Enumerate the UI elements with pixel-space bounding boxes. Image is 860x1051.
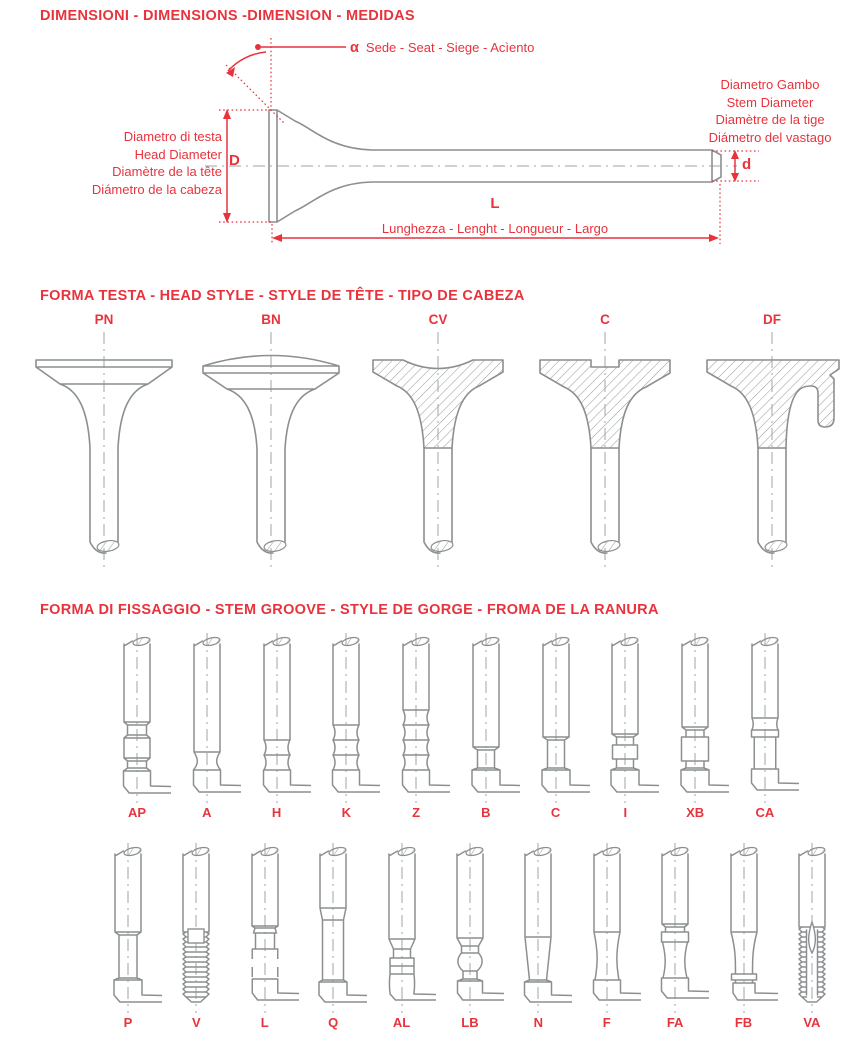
- section-title-dimensions: DIMENSIONI - DIMENSIONS -DIMENSION - MEDIDAS: [40, 8, 415, 24]
- stem-groove-label: FB: [734, 1015, 753, 1030]
- head-style-drawing-bn: [191, 330, 351, 570]
- seat-angle-text: Sede - Seat - Siege - Acìento: [365, 40, 535, 55]
- stem-groove-label: K: [341, 805, 351, 820]
- extension-lines: [219, 38, 759, 244]
- stem-groove-label: B: [481, 805, 491, 820]
- head-diameter-line-fr: Diamètre de la tête: [112, 164, 222, 179]
- stem-groove-label: V: [192, 1015, 201, 1030]
- stem-groove-item-v: [162, 842, 230, 1030]
- stem-groove-drawing-n: [504, 842, 572, 1014]
- stem-groove-item-i: [591, 632, 659, 820]
- stem-groove-item-z: [382, 632, 450, 820]
- stem-diameter-line-fr: Diamètre de la tige: [715, 112, 825, 127]
- stem-groove-item-lb: [436, 842, 504, 1030]
- stem-groove-item-a: [173, 632, 241, 820]
- stem-groove-item-ap: [103, 632, 171, 820]
- alpha-symbol: α: [350, 40, 359, 56]
- stem-groove-item-f: [573, 842, 641, 1030]
- head-style-item-cv: [358, 312, 518, 570]
- stem-groove-label: N: [533, 1015, 544, 1030]
- valve-dimension-figure: [0, 35, 860, 285]
- head-style-item-bn: [191, 312, 351, 570]
- stem-groove-label: XB: [686, 805, 705, 820]
- stem-diameter-label: [684, 76, 856, 146]
- stem-groove-label: C: [550, 805, 561, 820]
- seat-angle-label: [350, 39, 534, 57]
- stem-groove-item-l: [231, 842, 299, 1030]
- section-title-head-styles: FORMA TESTA - HEAD STYLE - STYLE DE TÊTE - TIPO DE CABEZA: [40, 288, 525, 304]
- stem-groove-item-xb: [661, 632, 729, 820]
- stem-groove-label: Z: [412, 805, 421, 820]
- stem-groove-item-c: [522, 632, 590, 820]
- head-styles-grid: [24, 312, 852, 570]
- stem-groove-label: AP: [127, 805, 147, 820]
- head-style-label: C: [600, 312, 610, 327]
- head-diameter-line-es: Diámetro de la cabeza: [91, 181, 222, 197]
- stem-groove-item-n: [504, 842, 572, 1030]
- head-style-item-pn: [24, 312, 184, 570]
- head-style-label: PN: [94, 312, 114, 327]
- stem-groove-label: L: [260, 1015, 269, 1030]
- angle-dot: [255, 44, 261, 50]
- length-label: Lunghezza - Lenght - Longueur - Largo: [381, 221, 609, 236]
- stem-groove-drawing-k: [312, 632, 380, 804]
- head-style-label: CV: [428, 312, 448, 327]
- stem-groove-label: FA: [666, 1015, 684, 1030]
- stem-groove-item-b: [452, 632, 520, 820]
- stem-groove-drawing-al: [368, 842, 436, 1014]
- stem-groove-drawing-a: [173, 632, 241, 804]
- stem-diameter-line-es: Diámetro del vastago: [708, 129, 832, 145]
- stem-groove-drawing-i: [591, 632, 659, 804]
- stem-groove-drawing-va: [778, 842, 846, 1014]
- stem-groove-drawing-ap: [103, 632, 171, 804]
- stem-diameter-line-en: Stem Diameter: [726, 94, 814, 110]
- stem-groove-label: LB: [461, 1015, 479, 1030]
- stem-groove-item-k: [312, 632, 380, 820]
- head-diameter-line-it: Diametro di testa: [123, 129, 222, 144]
- dim-letter-L: L: [490, 195, 500, 212]
- head-style-item-c: [525, 312, 685, 570]
- head-style-drawing-c: [525, 330, 685, 570]
- stem-groove-row-2: [94, 842, 846, 1030]
- stem-groove-drawing-z: [382, 632, 450, 804]
- head-style-drawing-pn: [24, 330, 184, 570]
- stem-groove-drawing-q: [299, 842, 367, 1014]
- stem-groove-label: CA: [755, 805, 775, 820]
- stem-groove-label: A: [202, 805, 212, 820]
- stem-diameter-line-it: Diametro Gambo: [720, 77, 820, 92]
- head-diameter-label: [40, 128, 222, 198]
- stem-groove-item-h: [243, 632, 311, 820]
- stem-groove-item-fa: [641, 842, 709, 1030]
- stem-groove-item-p: [94, 842, 162, 1030]
- stem-groove-label: I: [623, 805, 628, 820]
- stem-groove-drawing-fb: [710, 842, 778, 1014]
- stem-groove-drawing-f: [573, 842, 641, 1014]
- head-style-drawing-cv: [358, 330, 518, 570]
- stem-groove-row-1: [103, 632, 799, 820]
- stem-groove-drawing-h: [243, 632, 311, 804]
- head-style-drawing-df: [692, 330, 852, 570]
- stem-groove-drawing-b: [452, 632, 520, 804]
- stem-groove-item-ca: [731, 632, 799, 820]
- stem-groove-item-va: [778, 842, 846, 1030]
- stem-groove-label: VA: [803, 1015, 821, 1030]
- dim-letter-D: D: [229, 152, 240, 169]
- stem-groove-label: Q: [328, 1015, 339, 1030]
- stem-groove-item-fb: [710, 842, 778, 1030]
- section-title-stem-grooves: FORMA DI FISSAGGIO - STEM GROOVE - STYLE DE GORGE - FROMA DE LA RANURA: [40, 602, 659, 618]
- stem-groove-drawing-v: [162, 842, 230, 1014]
- stem-groove-drawing-l: [231, 842, 299, 1014]
- stem-groove-drawing-p: [94, 842, 162, 1014]
- head-style-item-df: [692, 312, 852, 570]
- head-style-label: BN: [261, 312, 281, 327]
- stem-groove-label: H: [271, 805, 282, 820]
- head-diameter-line-en: Head Diameter: [134, 146, 222, 162]
- stem-groove-label: AL: [392, 1015, 411, 1030]
- dim-letter-d: d: [742, 156, 752, 173]
- stem-groove-drawing-c: [522, 632, 590, 804]
- stem-groove-drawing-fa: [641, 842, 709, 1014]
- stem-groove-drawing-lb: [436, 842, 504, 1014]
- head-style-label: DF: [763, 312, 781, 327]
- stem-groove-drawing-xb: [661, 632, 729, 804]
- stem-groove-drawing-ca: [731, 632, 799, 804]
- stem-groove-label: F: [602, 1015, 611, 1030]
- stem-groove-label: P: [123, 1015, 133, 1030]
- stem-groove-item-q: [299, 842, 367, 1030]
- stem-groove-item-al: [368, 842, 436, 1030]
